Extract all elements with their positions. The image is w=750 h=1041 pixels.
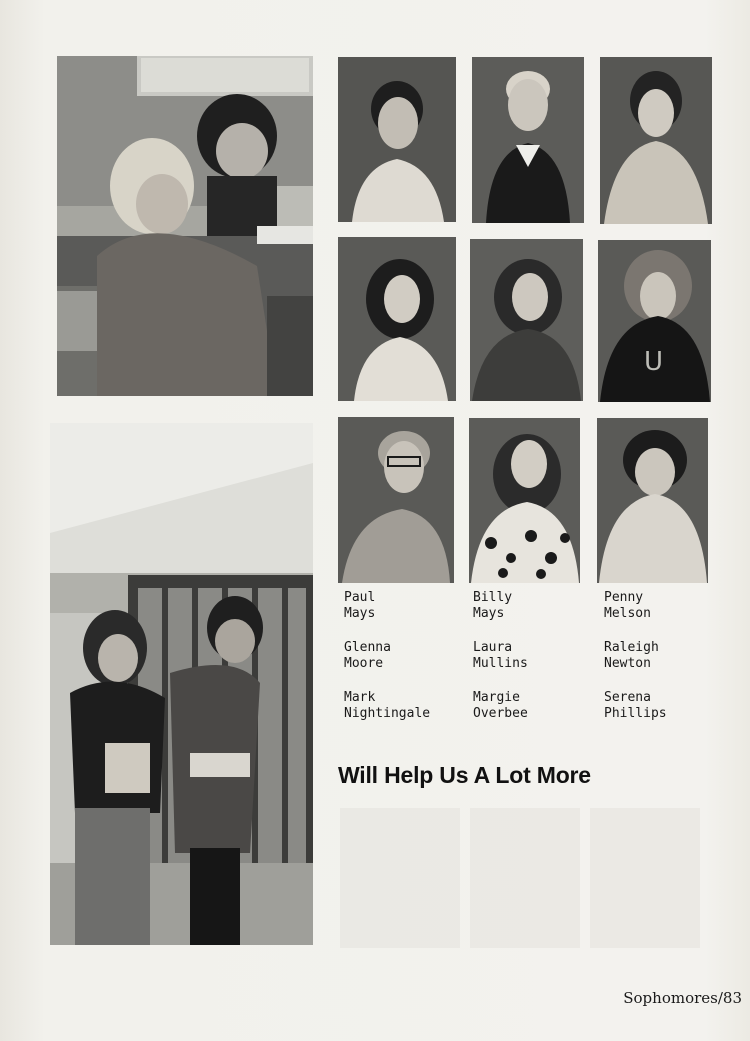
svg-text:U: U (644, 347, 664, 377)
names-column-middle (473, 590, 593, 740)
portrait-glenna-moore (338, 237, 456, 401)
hallway-photo (50, 423, 313, 945)
portrait-mark-nightingale (338, 417, 454, 583)
name-mark-nightingale: Mark Nightingale (344, 690, 431, 721)
portrait-margie-overbee (469, 418, 580, 583)
name-laura-mullins: Laura Mullins (473, 640, 528, 671)
name-glenna-moore: Glenna Moore (344, 640, 391, 671)
portrait-serena-phillips (597, 418, 708, 583)
page-headline: Will Help Us A Lot More (338, 762, 591, 788)
name-serena-phillips: Serena Phillips (604, 690, 667, 721)
name-paul-mays: Paul Mays (344, 590, 376, 621)
page-footer: Sophomores/83 (623, 989, 742, 1007)
name-raleigh-newton: Raleigh Newton (604, 640, 659, 671)
portrait-paul-mays (338, 57, 456, 222)
names-column-right (604, 590, 724, 740)
name-billy-mays: Billy Mays (473, 590, 513, 621)
show-through-block (590, 808, 700, 948)
portrait-billy-mays (472, 57, 584, 223)
portrait-penny-melson (600, 57, 712, 224)
names-column-left (344, 590, 464, 740)
portrait-raleigh-newton (598, 240, 711, 402)
show-through-block (340, 808, 460, 948)
name-penny-melson: Penny Melson (604, 590, 651, 621)
show-through-block (470, 808, 580, 948)
classroom-photo (57, 56, 313, 396)
name-margie-overbee: Margie Overbee (473, 690, 528, 721)
portrait-laura-mullins (470, 239, 583, 401)
